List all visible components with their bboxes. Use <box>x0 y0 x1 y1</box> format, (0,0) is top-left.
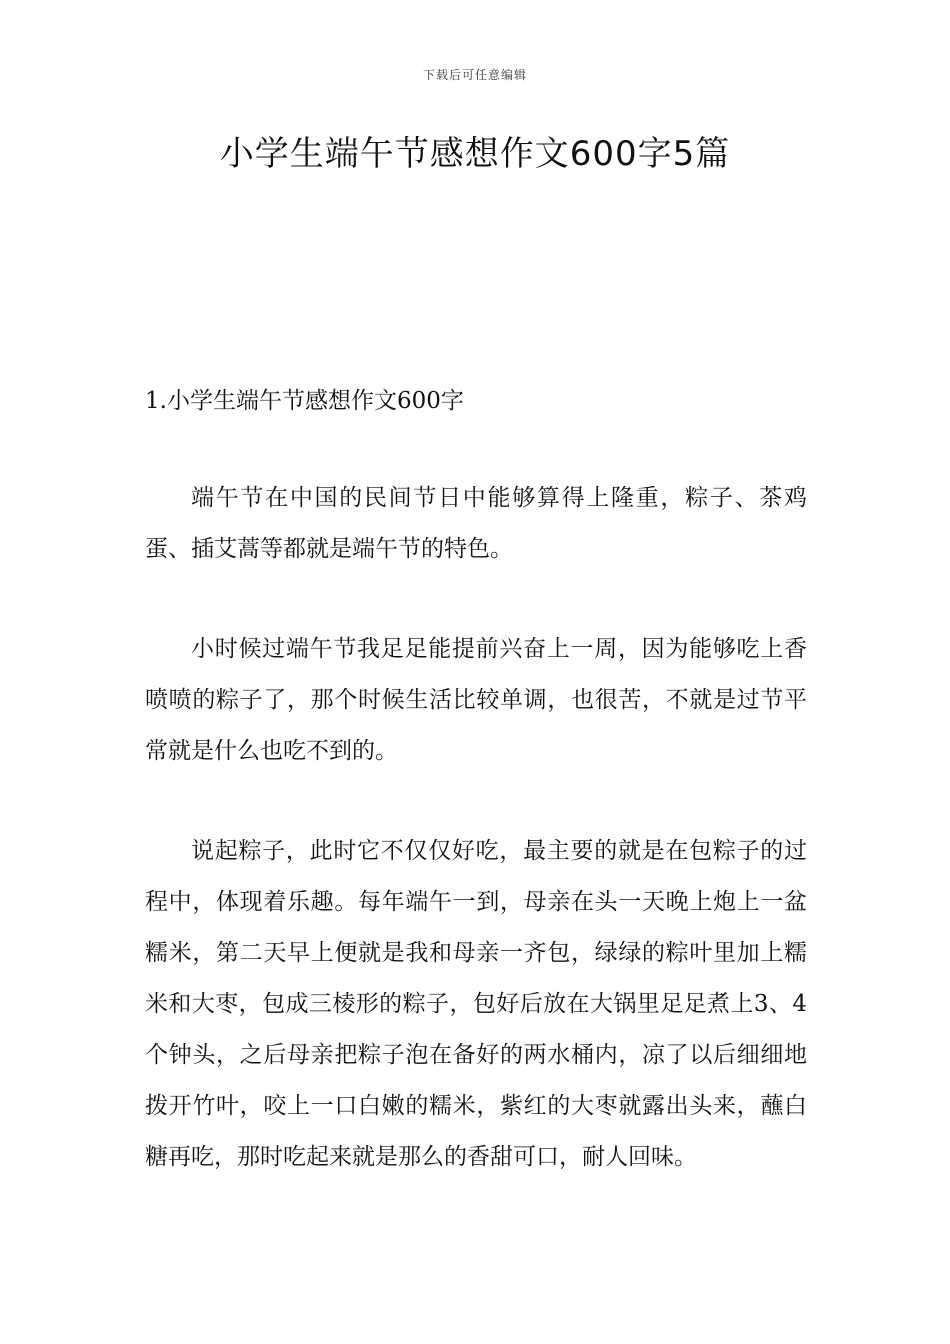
paragraph-2: 小时候过端午节我足足能提前兴奋上一周，因为能够吃上香喷喷的粽子了，那个时候生活比较单调，也很苦，不就是过节平常就是什么也吃不到的。 <box>145 636 807 764</box>
section-heading: 1.小学生端午节感想作文600字 <box>145 388 464 414</box>
header-note: 下载后可任意编辑 <box>422 68 527 82</box>
paragraph-3: 说起粽子，此时它不仅仅好吃，最主要的就是在包粽子的过程中，体现着乐趣。每年端午一到，母亲在头一天晚上炮上一盆糯米，第二天早上便就是我和母亲一齐包，绿绿的粽叶里加上糯米和大枣，包成三棱形的粽子，包好后放在大锅里足足煮上3、4个钟头，之后母亲把粽子泡在备好的两水桶内，凉了以后细细地拨开竹叶，咬上一口白嫩的糯米，紫红的大枣就露出头来，蘸白糖再吃，那时吃起来就是那么的香甜可口，耐人回味。 <box>145 838 807 1170</box>
paragraph-1: 端午节在中国的民间节日中能够算得上隆重，粽子、茶鸡蛋、插艾蒿等都就是端午节的特色。 <box>145 485 807 562</box>
document-title: 小学生端午节感想作文600字5篇 <box>219 134 731 174</box>
